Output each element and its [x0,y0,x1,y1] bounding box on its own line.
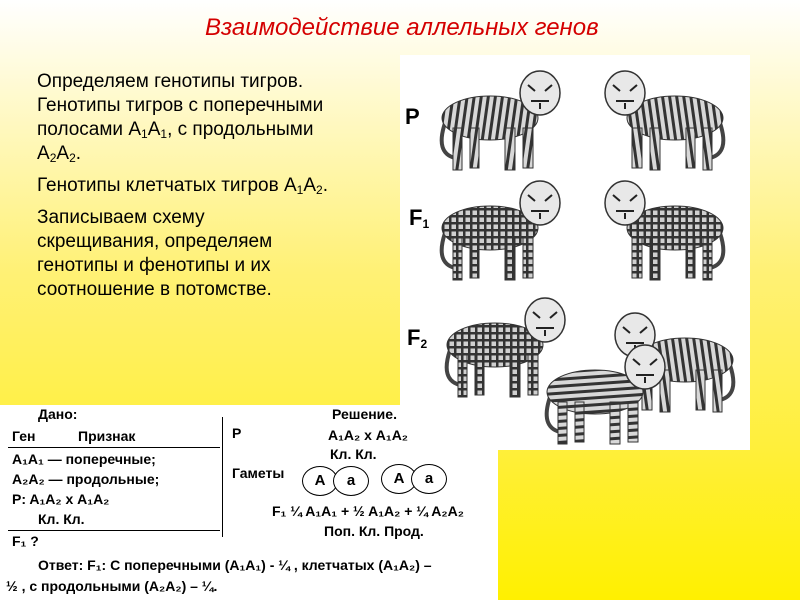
subscript: 1 [160,127,168,141]
intro-line: Генотипы тигров с поперечными [37,95,324,116]
subscript: 1 [141,127,148,141]
tiger-f2-checkered [447,298,565,397]
gamete-circle: а [333,466,369,496]
answer-line-2: ½ , с продольными (A₂A₂) – ¼. [6,578,218,594]
intro-line: . [75,143,82,164]
vertical-divider [222,417,223,537]
solution-gametes-label: Гаметы [232,465,285,481]
divider [8,530,220,531]
given-row-parents: P: A₁A₂ х A₁A₂ [12,491,110,507]
given-row-long-striped: A₂A₂ — продольные; [12,471,160,487]
intro-line: . [322,175,328,196]
given-row-question: F₁ ? [12,533,39,549]
tiger-drawings [400,55,750,450]
intro-line: соотношение в потомстве. [37,279,272,300]
solution-offspring-phenotypes: Поп. Кл. Прод. [324,523,424,539]
tiger-crossing-illustration [400,55,750,450]
slide-title: Взаимодействие аллельных генов [205,14,599,41]
intro-line: А [147,119,161,140]
intro-line: Генотипы клетчатых тигров А [37,175,297,196]
given-heading: Дано: [38,406,78,422]
generation-label-p: P [405,104,420,129]
tiger-f1-left [442,181,560,280]
given-row-parent-phenotypes: Кл. Кл. [38,511,85,527]
solution-heading: Решение. [332,406,397,422]
intro-line: А [303,175,317,196]
given-col-trait: Признак [78,428,136,444]
tiger-p-right [605,71,723,170]
gamete-circle: А [302,466,338,496]
subscript: 1 [422,217,430,231]
intro-line: Записываем схему [37,207,205,228]
subscript: 2 [316,183,323,197]
intro-line: Определяем генотипы тигров. [37,71,304,92]
solution-parent-phenotypes: Кл. Кл. [330,446,377,462]
intro-line: А [56,143,70,164]
solution-box [0,405,498,600]
intro-paragraph-scheme [37,206,387,302]
solution-offspring-genotypes: F₁ ¼ A₁A₁ + ½ A₁A₂ + ¼ A₂A₂ [272,503,464,519]
given-col-gene: Ген [12,428,36,444]
intro-paragraph-checkered [37,174,387,198]
solution-parent-cross: A₁A₂ х A₁A₂ [328,427,409,443]
subscript: 2 [69,151,76,165]
intro-line: , с продольными [167,119,314,140]
divider [8,447,220,448]
intro-text [37,70,387,310]
generation-label-f2 [407,325,427,351]
intro-line: генотипы и фенотипы и их [37,255,271,276]
solution-p-label: P [232,425,242,441]
generation-letter: F [407,325,421,350]
given-row-cross-striped: A₁A₁ — поперечные; [12,451,156,467]
gamete-circle: А [381,464,417,494]
subscript: 2 [420,337,428,351]
generation-label-f1 [409,205,429,231]
gamete-circle: а [411,464,447,494]
answer-line-1: Ответ: F₁: С поперечными (A₁A₁) - ¼ , клетчатых (A₁A₂) – [38,557,432,573]
subscript: 1 [296,183,304,197]
tiger-f1-right [605,181,723,280]
intro-paragraph-genotypes [37,70,387,166]
intro-line: полосами А [37,119,141,140]
intro-line: скрещивания, определяем [37,231,273,252]
tiger-p-left [442,71,560,170]
subscript: 2 [49,151,57,165]
intro-line: А [37,143,50,164]
generation-letter: F [409,205,423,230]
